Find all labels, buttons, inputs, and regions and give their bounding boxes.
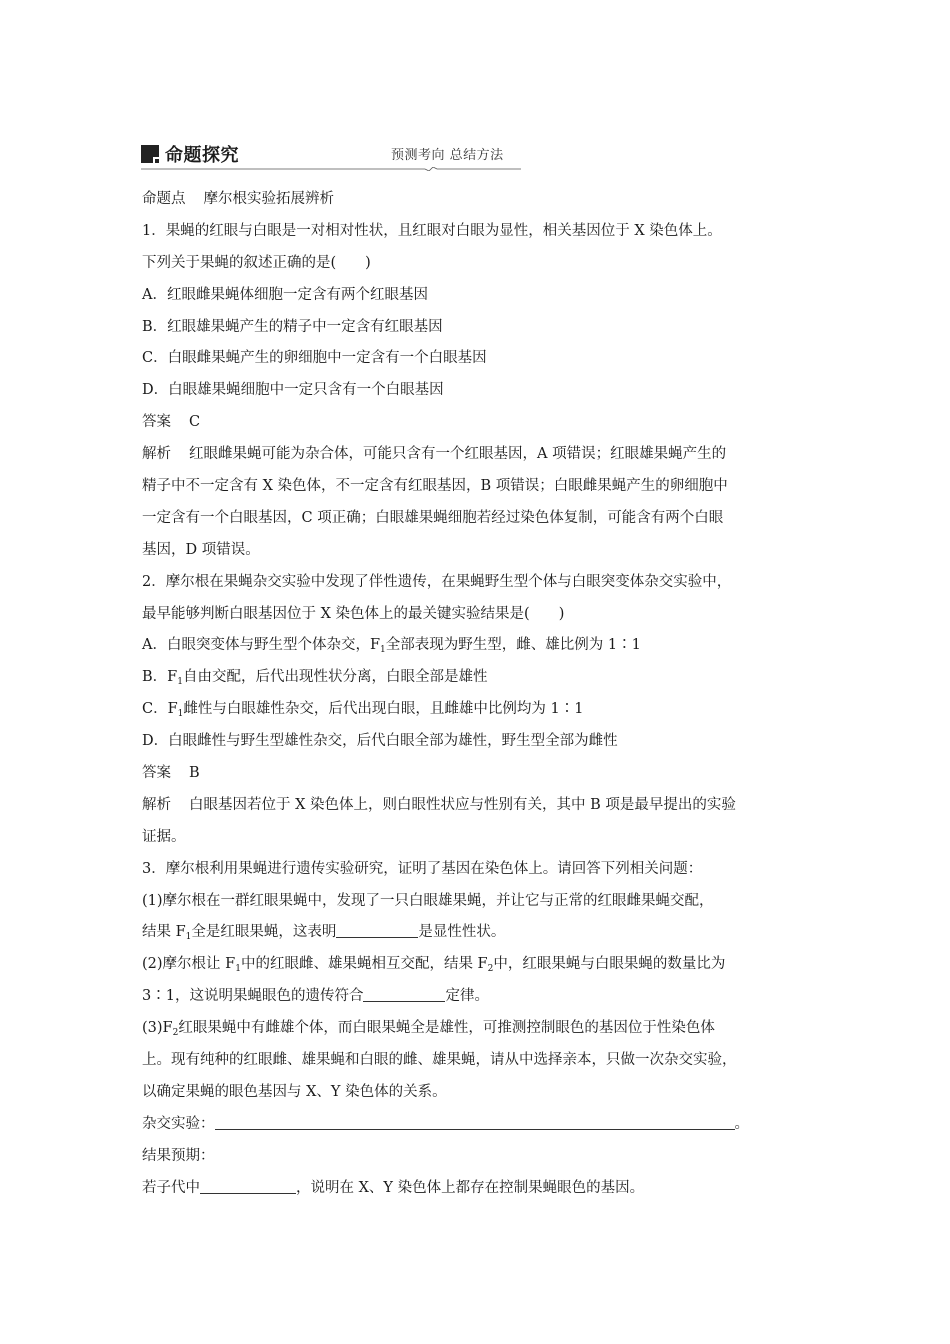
q1-option-b: B．红眼雄果蝇产生的精子中一定含有红眼基因 xyxy=(142,318,443,335)
q1-stem-line2: 下列关于果蝇的叙述正确的是( ) xyxy=(142,254,371,271)
answer-blank-1[interactable] xyxy=(336,921,418,938)
q3-part3-line1: $(3)F_2$红眼果蝇中有雌雄个体，而白眼果蝇全是雄性，可推测控制眼色的基因位于性染色体 xyxy=(142,1020,715,1039)
q2-analysis-line2: 证据。 xyxy=(142,828,186,845)
q3-part1-line2: 结果 $F_1$全是红眼果蝇，这表明 是显性性状。 xyxy=(142,917,822,949)
header-divider xyxy=(141,167,521,171)
q3-part2-line2: 3∶1，这说明果蝇眼色的遗传符合 定律。 xyxy=(142,981,822,1013)
q2-answer: 答案 B xyxy=(142,765,200,782)
q1-option-c: C．白眼雌果蝇产生的卵细胞中一定含有一个白眼基因 xyxy=(142,350,487,367)
q1-analysis-line3: 一定含有一个白眼基因，C 项正确；白眼雄果蝇细胞若经过染色体复制，可能含有两个白眼 xyxy=(142,509,724,526)
q3-part1-line1: (1)摩尔根在一群红眼果蝇中，发现了一只白眼雄果蝇，并让它与正常的红眼雌果蝇交配， xyxy=(142,892,714,909)
section-header-icon xyxy=(141,145,159,163)
q2-stem-line2: 最早能够判断白眼基因位于 X 染色体上的最关键实验结果是( ) xyxy=(142,605,565,622)
answer-blank-result[interactable] xyxy=(200,1177,296,1194)
q1-option-a: A．红眼雌果蝇体细胞一定含有两个红眼基因 xyxy=(142,286,428,303)
q1-analysis-line4: 基因，D 项错误。 xyxy=(142,541,260,558)
answer-blank-cross[interactable] xyxy=(215,1113,735,1130)
q1-answer: 答案 C xyxy=(142,414,201,431)
section-header-subtitle: 预测考向 总结方法 xyxy=(391,148,504,163)
q2-option-b: B．$F_1$自由交配，后代出现性状分离，白眼全部是雄性 xyxy=(142,669,488,688)
section-header-title: 命题探究 xyxy=(165,145,239,166)
section-header xyxy=(141,141,521,171)
topic-heading: 命题点 摩尔根实验拓展辨析 xyxy=(142,191,334,207)
q1-option-d: D．白眼雄果蝇细胞中一定只含有一个白眼基因 xyxy=(142,382,444,399)
q3-stem: 3．摩尔根利用果蝇进行遗传实验研究，证明了基因在染色体上。请回答下列相关问题： xyxy=(142,860,703,877)
q2-option-d: D．白眼雌性与野生型雄性杂交，后代白眼全部为雄性，野生型全部为雌性 xyxy=(142,733,618,750)
q3-result-label: 结果预期： xyxy=(142,1147,215,1164)
q3-part3-line2: 上。现有纯种的红眼雌、雄果蝇和白眼的雌、雄果蝇，请从中选择亲本，只做一次杂交实验， xyxy=(142,1052,737,1069)
q3-cross-experiment: 杂交实验： 。 xyxy=(142,1109,822,1141)
q2-stem-line1: 2．摩尔根在果蝇杂交实验中发现了伴性遗传，在果蝇野生型个体与白眼突变体杂交实验中， xyxy=(142,573,732,590)
answer-blank-2[interactable] xyxy=(363,985,445,1002)
q1-analysis-line2: 精子中不一定含有 X 染色体，不一定含有红眼基因，B 项错误；白眼雌果蝇产生的卵细胞中 xyxy=(142,478,728,495)
q2-option-c: C．$F_1$雌性与白眼雄性杂交，后代出现白眼，且雌雄中比例均为 1∶1 xyxy=(142,701,584,720)
q3-part2-line1: (2)摩尔根让 $F_1$中的红眼雌、雄果蝇相互交配，结果 $F_2$中，红眼果蝇与白眼果蝇的数量比为 xyxy=(142,956,726,975)
q2-analysis-line1: 解析 白眼基因若位于 X 染色体上，则白眼性状应与性别有关，其中 B 项是最早提出的实验 xyxy=(142,796,736,813)
q3-result-line: 若子代中 ，说明在 X、Y 染色体上都存在控制果蝇眼色的基因。 xyxy=(142,1173,822,1205)
q2-option-a: A．白眼突变体与野生型个体杂交，$F_1$全部表现为野生型，雌、雄比例为 1∶1 xyxy=(142,637,641,656)
q1-stem-line1: 1．果蝇的红眼与白眼是一对相对性状，且红眼对白眼为显性，相关基因位于 X 染色体上。 xyxy=(142,222,722,239)
q1-analysis-line1: 解析 红眼雌果蝇可能为杂合体，可能只含有一个红眼基因，A 项错误；红眼雄果蝇产生的 xyxy=(142,446,727,463)
document-body xyxy=(142,184,822,1205)
q3-part3-line3: 以确定果蝇的眼色基因与 X、Y 染色体的关系。 xyxy=(142,1083,447,1100)
